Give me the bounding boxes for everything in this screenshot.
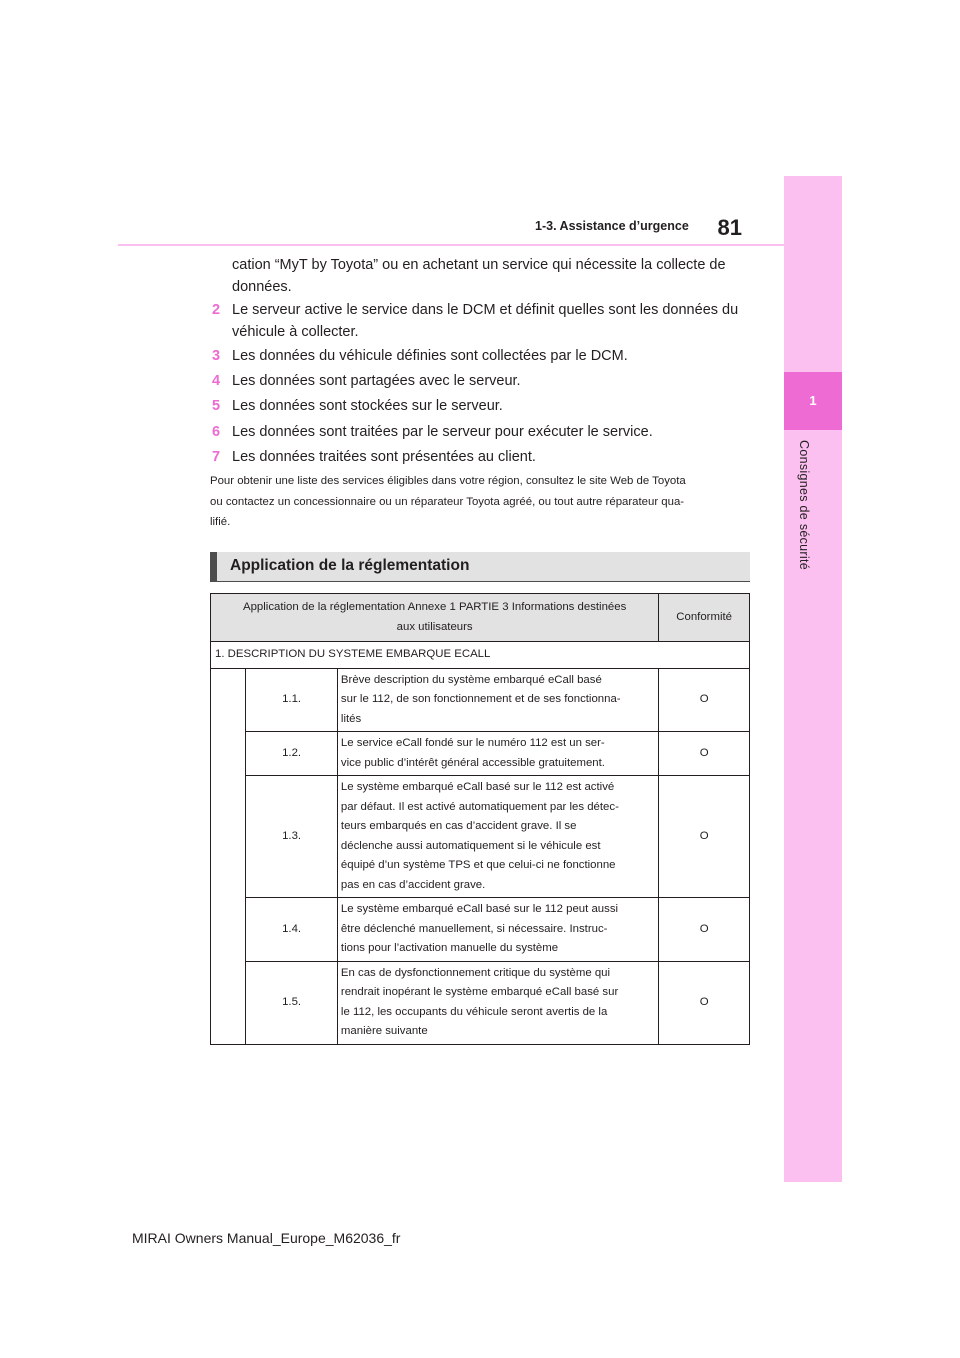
body-line: cation “MyT by Toyota” ou en achetant un service qui nécessite la collecte de [232, 257, 726, 273]
table-header-row [211, 594, 750, 642]
desc-line: le 112, les occupants du véhicule seront avertis de la [340, 1005, 608, 1018]
row-conformity: O [659, 668, 750, 732]
row-number: 1.3. [246, 776, 338, 898]
note-line: ou contactez un concessionnaire ou un réparateur Toyota agréé, ou tout autre réparateur qua- [210, 495, 685, 508]
step-text: Les données sont partagées avec le serveur. [232, 373, 521, 389]
row-description [337, 898, 658, 962]
note-line: Pour obtenir une liste des services éligibles dans votre région, consultez le site Web de Toyota [210, 475, 686, 487]
desc-line: En cas de dysfonctionnement critique du système qui [340, 966, 611, 979]
header-rule [118, 244, 784, 246]
page-number: 81 [717, 215, 742, 240]
step-number: 3 [212, 348, 221, 364]
section-row-label: 1. DESCRIPTION DU SYSTEME EMBARQUE ECALL [211, 642, 750, 669]
table-row [211, 961, 750, 1044]
row-description [337, 732, 658, 776]
step-text: Les données du véhicule définies sont collectées par le DCM. [232, 348, 628, 364]
table-header-main [211, 594, 659, 642]
row-conformity: O [659, 776, 750, 898]
footer-manual-id: MIRAI Owners Manual_Europe_M62036_fr [132, 1230, 401, 1246]
regulation-box-title: Application de la réglementation [230, 557, 470, 574]
row-number: 1.4. [246, 898, 338, 962]
step-number: 4 [212, 373, 221, 389]
desc-line: Brève description du système embarqué eCall basé [340, 673, 602, 686]
chapter-side-tab [784, 176, 842, 1182]
desc-line: teurs embarqués en cas d’accident grave. Il se [340, 820, 577, 832]
step-number: 2 [212, 302, 221, 318]
step-text: Le serveur active le service dans le DCM et définit quelles sont les données du [232, 302, 739, 318]
header-line-1: Application de la réglementation Annexe 1 PARTIE 3 Informations destinées [243, 601, 627, 613]
step-text: Les données sont traitées par le serveur pour exécuter le service. [232, 424, 653, 440]
table-row [211, 668, 750, 732]
desc-line: manière suivante [340, 1025, 428, 1037]
row-description [337, 776, 658, 898]
step-text: véhicule à collecter. [232, 324, 359, 340]
desc-line: pas en cas d’accident grave. [340, 878, 486, 891]
step-text: Les données traitées sont présentées au client. [232, 449, 536, 465]
desc-line: être déclenché manuellement, si nécessaire. Instruc- [340, 922, 608, 935]
row-number: 1.2. [246, 732, 338, 776]
row-conformity: O [659, 732, 750, 776]
desc-line: Le système embarqué eCall basé sur le 112 peut aussi [340, 903, 619, 915]
step-number: 5 [212, 398, 221, 414]
table-row [211, 776, 750, 898]
step-text: Les données sont stockées sur le serveur. [232, 398, 503, 414]
chapter-number-badge: 1 [784, 372, 842, 430]
note-paragraph [210, 471, 746, 533]
desc-line: lités [340, 712, 362, 725]
chapter-label: Consignes de sécurité [797, 440, 811, 570]
regulation-box-heading [210, 552, 750, 582]
regulation-table [210, 593, 750, 1045]
table-header-conformity: Conformité [659, 594, 750, 642]
desc-line: rendrait inopérant le système embarqué eCall basé sur [340, 986, 619, 998]
header-line-2: aux utilisateurs [396, 620, 473, 633]
desc-line: sur le 112, de son fonctionnement et de ses fonctionna- [340, 693, 621, 705]
row-number: 1.1. [246, 668, 338, 732]
desc-line: déclenche aussi automatiquement si le véhicule est [340, 839, 601, 852]
row-description [337, 961, 658, 1044]
desc-line: Le système embarqué eCall basé sur le 112 est activé [340, 781, 615, 793]
row-description [337, 668, 658, 732]
note-line: lifié. [210, 516, 231, 528]
desc-line: équipé d’un système TPS et que celui-ci ne fonctionne [340, 859, 616, 871]
row-number: 1.5. [246, 961, 338, 1044]
row-conformity: O [659, 898, 750, 962]
desc-line: tions pour l’activation manuelle du système [340, 942, 559, 954]
desc-line: vice public d’intérêt général accessible gratuitement. [340, 756, 605, 769]
desc-line: par défaut. Il est activé automatiquement par les détec- [340, 800, 619, 813]
body-line: données. [232, 279, 292, 295]
section-heading: 1-3. Assistance d’urgence [535, 219, 689, 233]
table-row [211, 732, 750, 776]
indent-cell [211, 668, 246, 1044]
row-conformity: O [659, 961, 750, 1044]
table-row [211, 898, 750, 962]
step-number: 6 [212, 424, 221, 440]
table-section-row [211, 642, 750, 669]
step-number: 7 [212, 449, 221, 465]
desc-line: Le service eCall fondé sur le numéro 112 est un ser- [340, 737, 605, 749]
